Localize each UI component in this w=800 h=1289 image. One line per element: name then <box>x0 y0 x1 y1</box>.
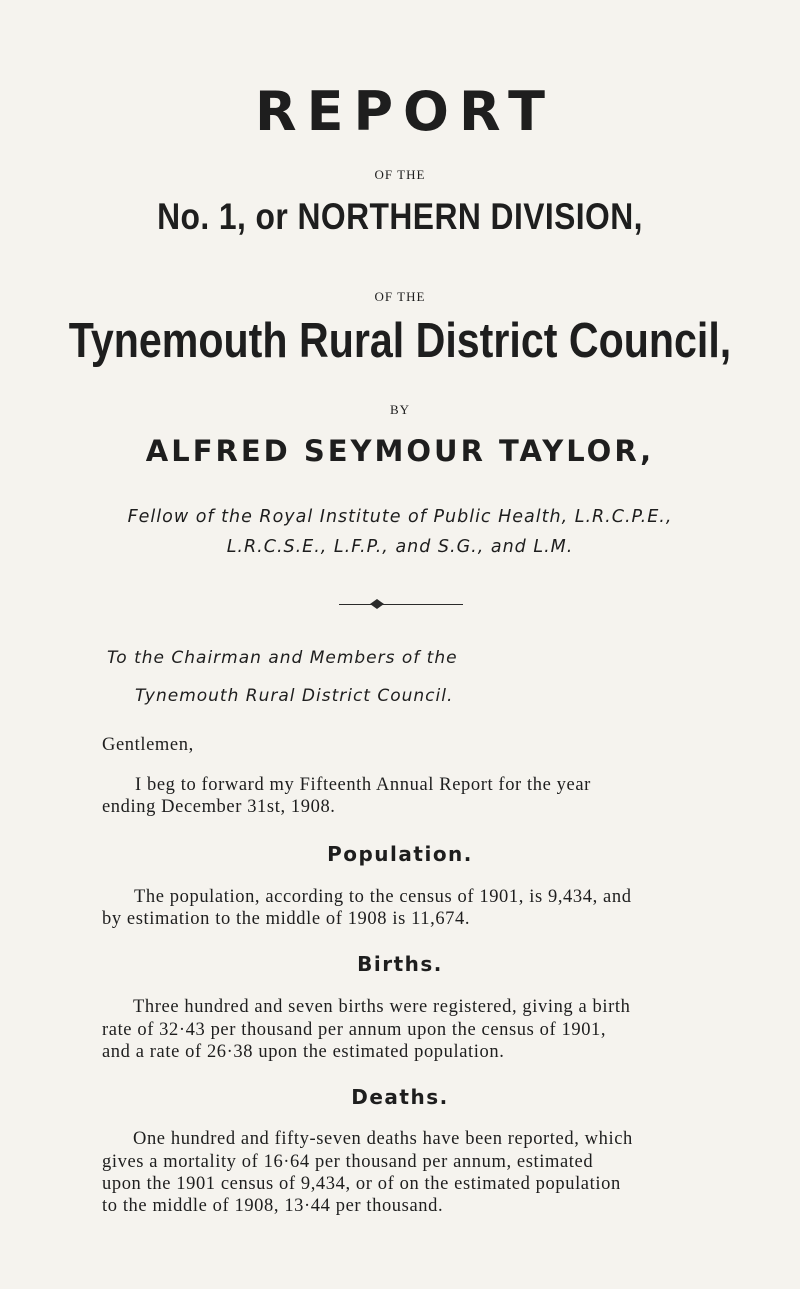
births-heading: Births. <box>357 952 443 976</box>
deaths-line-3: upon the 1901 census of 9,434, or of on the estimated population <box>102 1174 621 1194</box>
of-the-line-1: OF THE <box>374 167 426 182</box>
council-title: Tynemouth Rural District Council, <box>68 314 732 368</box>
births-line-2: rate of 32·43 per thousand per annum upon the census of 1901, <box>102 1020 607 1040</box>
deaths-line-2: gives a mortality of 16·64 per thousand per annum, estimated <box>102 1152 594 1172</box>
author-name: ALFRED SEYMOUR TAYLOR, <box>145 434 655 468</box>
report-title: REPORT <box>255 80 555 143</box>
deaths-heading: Deaths. <box>351 1085 449 1109</box>
births-line-3: and a rate of 26·38 upon the estimated population. <box>102 1042 505 1062</box>
population-line-2: by estimation to the middle of 1908 is 11,674. <box>102 909 471 929</box>
salutation: Gentlemen, <box>102 735 194 755</box>
address-line-2: Tynemouth Rural District Council. <box>135 686 454 706</box>
division-title: No. 1, or NORTHERN DIVISION, <box>157 196 643 237</box>
of-the-line-2: OF THE <box>374 289 426 304</box>
intro-line-2: ending December 31st, 1908. <box>102 797 336 817</box>
deaths-line-4: to the middle of 1908, 13·44 per thousand. <box>102 1196 444 1216</box>
population-heading: Population. <box>327 842 473 866</box>
intro-line-1: I beg to forward my Fifteenth Annual Report for the year <box>135 775 591 795</box>
author-credentials-line-2: L.R.C.S.E., L.F.P., and S.G., and L.M. <box>226 537 574 557</box>
population-line-1: The population, according to the census of 1901, is 9,434, and <box>134 887 632 907</box>
address-line-1: To the Chairman and Members of the <box>107 648 458 668</box>
ornamental-rule <box>339 604 463 605</box>
births-line-1: Three hundred and seven births were registered, giving a birth <box>133 997 631 1017</box>
deaths-line-1: One hundred and fifty-seven deaths have been reported, which <box>133 1129 633 1149</box>
by-line: BY <box>389 402 411 417</box>
rule-diamond-ornament <box>370 599 384 609</box>
author-credentials-line-1: Fellow of the Royal Institute of Public Health, L.R.C.P.E., <box>127 507 673 527</box>
